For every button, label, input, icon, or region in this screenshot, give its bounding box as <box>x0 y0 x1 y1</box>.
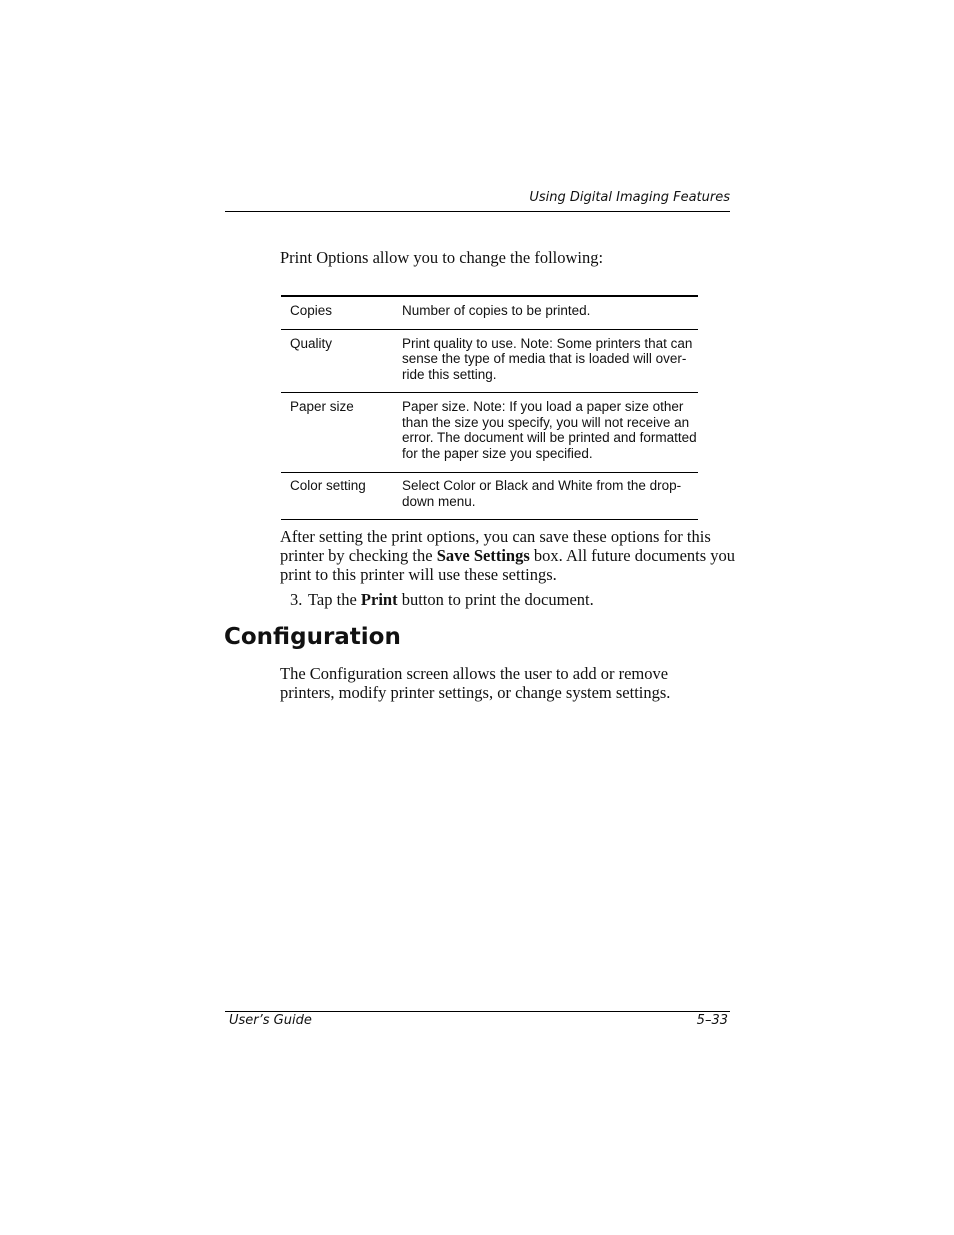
option-description: Number of copies to be printed. <box>402 303 591 318</box>
running-header: Using Digital Imaging Features <box>529 190 730 205</box>
table-row <box>281 393 698 473</box>
option-name: Quality <box>290 335 333 351</box>
header-rule <box>225 211 730 212</box>
page-number: 5–33 <box>696 1013 728 1028</box>
print-term: Print <box>360 590 398 609</box>
option-description: Print quality to use. Note: Some printers that can sense the type of media that is loaded will over-ride this setting. <box>402 335 693 382</box>
option-name: Paper size <box>290 399 354 414</box>
print-options-table <box>281 295 698 520</box>
option-description: Paper size. Note: If you load a paper size other than the size you specify, you will not receive an error. The document will be printed and formatted for the paper size you specified. <box>402 399 697 461</box>
save-settings-term: Save Settings <box>436 546 530 565</box>
table-row <box>281 329 698 393</box>
step-text: Tap the <box>308 590 361 609</box>
option-name: Copies <box>290 303 333 318</box>
paragraph-text: After setting the print options, you can save these options for this printer by checking the <box>280 527 711 565</box>
section-heading: Configuration <box>224 624 401 650</box>
option-name: Color setting <box>290 478 366 493</box>
intro-paragraph: Print Options allow you to change the following: <box>280 248 604 267</box>
paragraph-text: box. All future documents you print to this printer will use these settings. <box>280 546 736 584</box>
footer-rule <box>225 1011 730 1012</box>
step-number: 3. <box>290 590 303 609</box>
save-settings-paragraph <box>280 527 740 584</box>
step-3 <box>290 590 594 609</box>
footer-guide-title: User’s Guide <box>229 1013 312 1028</box>
table-row <box>281 473 698 520</box>
option-description: Select Color or Black and White from the drop-down menu. <box>402 478 682 509</box>
step-text: button to print the document. <box>397 590 594 609</box>
table-row <box>281 296 698 329</box>
configuration-paragraph: The Configuration screen allows the user to add or remove printers, modify printer settings, or change system settings. <box>280 664 671 702</box>
